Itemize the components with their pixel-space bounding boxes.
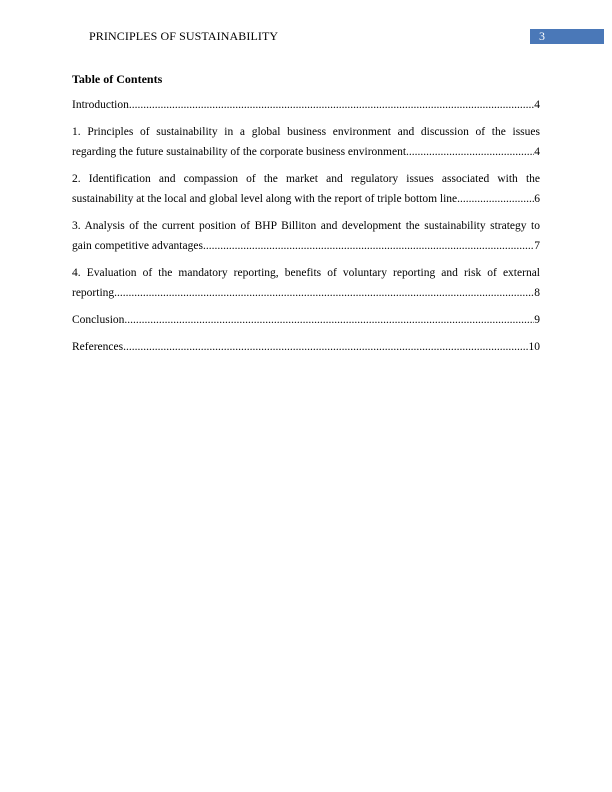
table-of-contents — [72, 95, 540, 364]
toc-entry-text-continued: gain competitive advantages — [72, 240, 203, 252]
page-number: 3 — [539, 29, 545, 43]
toc-entry-page: 8 — [534, 287, 540, 299]
toc-entry-text: Introduction — [72, 99, 129, 111]
dot-leader — [129, 95, 534, 115]
toc-entry-text: Conclusion — [72, 314, 125, 326]
toc-entry-page: 7 — [534, 240, 540, 252]
toc-entry-text: References — [72, 341, 124, 353]
toc-entry-introduction[interactable] — [72, 95, 540, 115]
toc-entry-page: 10 — [528, 341, 540, 353]
running-head: PRINCIPLES OF SUSTAINABILITY — [89, 29, 279, 43]
toc-entry-text-continued: regarding the future sustainability of the corporate business environment — [72, 146, 407, 158]
toc-entry-analysis[interactable] — [72, 216, 540, 256]
page-number-box — [530, 29, 604, 44]
toc-entry-text-continued: reporting — [72, 287, 115, 299]
toc-entry-evaluation[interactable] — [72, 263, 540, 303]
toc-entry-page: 4 — [534, 146, 540, 158]
dot-leader — [123, 337, 528, 357]
toc-entry-principles[interactable] — [72, 122, 540, 162]
dot-leader — [114, 283, 534, 303]
dot-leader — [203, 236, 534, 256]
toc-entry-references[interactable] — [72, 337, 540, 357]
toc-entry-text: 1. Principles of sustainability in a global business environment and discussion of the issues — [72, 126, 540, 138]
toc-entry-page: 4 — [534, 99, 540, 111]
toc-entry-page: 9 — [534, 314, 540, 326]
toc-entry-conclusion[interactable] — [72, 310, 540, 330]
toc-entry-page: 6 — [534, 193, 540, 205]
toc-entry-text: 2. Identification and compassion of the market and regulatory issues associated with the — [72, 173, 540, 185]
toc-entry-text: 4. Evaluation of the mandatory reporting, benefits of voluntary reporting and risk of external — [72, 267, 540, 279]
toc-entry-text: 3. Analysis of the current position of BHP Billiton and development the sustainability strategy to — [72, 220, 540, 232]
toc-entry-text-continued: sustainability at the local and global level along with the report of triple bottom line — [72, 193, 458, 205]
dot-leader — [406, 142, 534, 162]
toc-entry-identification[interactable] — [72, 169, 540, 209]
dot-leader — [124, 310, 534, 330]
toc-title: Table of Contents — [72, 72, 163, 86]
dot-leader — [457, 189, 534, 209]
